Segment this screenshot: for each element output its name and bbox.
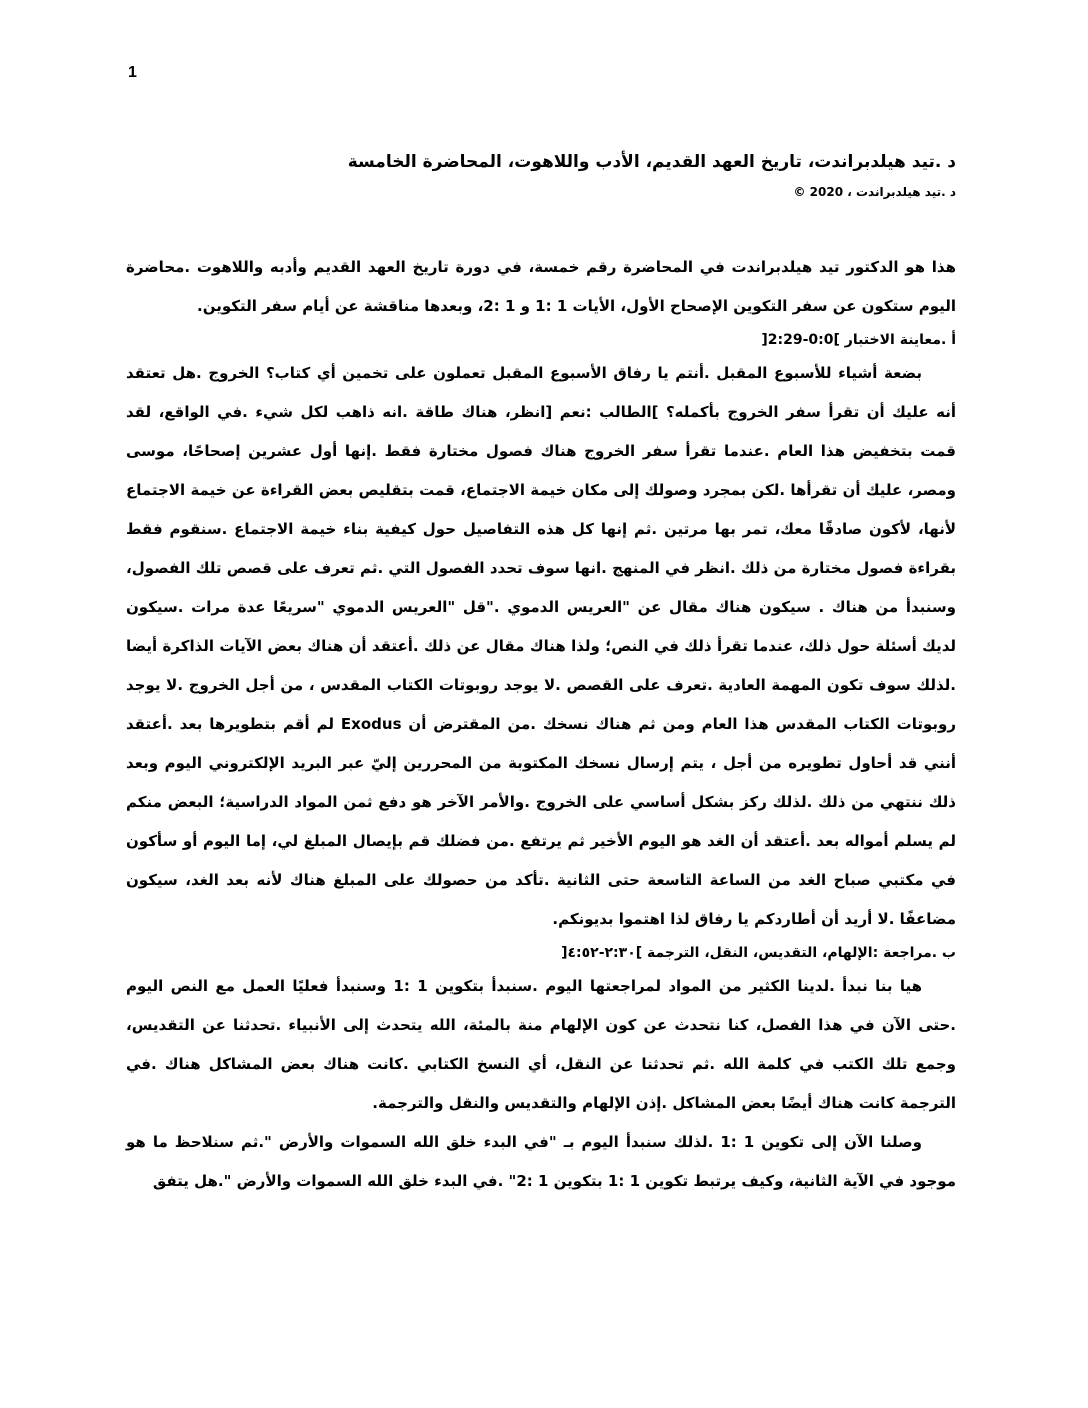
section-b-paragraph-2: وصلنا الآن إلى تكوين 1 :1 .لذلك سنبدأ اليوم بـ "في البدء خلق الله السموات والأرض ".ثم سنلاحظ ما هو موجود في الآية الثانية، وكيف يرتبط تكوين 1 :1 بتكوين 1 :2" .في البدء خلق الله السموات والأرض ".هل يتفق	[126, 1133, 956, 1190]
document-body	[126, 144, 956, 1201]
copyright-line: د .تيد هيلدبراندت ، 2020 ©	[793, 185, 956, 199]
section-heading-a: أ .معاينة الاختبار ]0:0-2:29[	[761, 332, 956, 348]
page-number: 1	[128, 64, 137, 81]
section-a-paragraph: بضعة أشياء للأسبوع المقبل .أنتم يا رفاق الأسبوع المقبل تعملون على تخمين أي كتاب؟ الخروج .هل تعتقد أنه عليك أن تقرأ سفر الخروج بأكمله؟ ]الطالب :نعم [انظر، هناك طاقة .انه ذاهب لكل شيء .في الواقع، لقد قمت بتخفيض هذا العام .عندما تقرأ سفر الخروج هناك فصول مختارة فقط .إنها أول عشرين إصحاحًا، موسى ومصر، عليك أن تقرأها .لكن بمجرد وصولك إلى مكان خيمة الاجتماع، قمت بتقليص بعض القراءة عن خيمة الاجتماع لأنها، لأكون صادقًا معك، تمر بها مرتين .ثم إنها كل هذه التفاصيل حول كيفية بناء خيمة الاجتماع .سنقوم فقط بقراءة فصول مختارة من ذلك .انظر في المنهج .انها سوف تحدد الفصول التي .ثم تعرف على قصص تلك الفصول، وسنبدأ من هناك . سيكون هناك مقال عن "العريس الدموي ."قل "العريس الدموي "سريعًا عدة مرات .سيكون لديك أسئلة حول ذلك، عندما تقرأ ذلك في النص؛ ولذا هناك مقال عن ذلك .أعتقد أن هناك بعض الآيات الذاكرة أيضا .لذلك سوف تكون المهمة العادية .تعرف على القصص .لا يوجد روبوتات الكتاب المقدس ، من أجل الخروج .لا يوجد روبوتات الكتاب المقدس هذا العام ومن ثم هناك نسخك .من المقترض أن Exodus لم أقم بتطويرها بعد .أعتقد أنني قد أحاول تطويره من أجل ، يتم إرسال نسخك المكتوبة من المحررين إليّ عبر البريد الإلكتروني اليوم وبعد ذلك ننتهي من ذلك .لذلك ركز بشكل أساسي على الخروج .والأمر الآخر هو دفع ثمن المواد الدراسية؛ البعض منكم لم يسلم أمواله بعد .أعتقد أن الغد هو اليوم الأخير ثم يرتفع .من فضلك قم بإيصال المبلغ لي، إما اليوم أو سأكون في مكتبي صباح الغد من الساعة التاسعة حتى الثانية .تأكد من حصولك على المبلغ هناك لأنه بعد الغد، سيكون مضاعفًا .لا أريد أن أطاردكم يا رفاق لذا اهتموا بديونكم.	[126, 364, 957, 928]
section-heading-b: ب .مراجعة :الإلهام، التقديس، النقل، الترجمة ]٢:٣٠-٤:٥٢[	[561, 945, 956, 961]
document-title: د .تيد هيلدبراندت، تاريخ العهد القديم، الأدب واللاهوت، المحاضرة الخامسة	[347, 152, 956, 172]
intro-paragraph: هذا هو الدكتور تيد هيلدبراندت في المحاضرة رقم خمسة، في دورة تاريخ العهد القديم وأدبه واللاهوت .محاضرة اليوم ستكون عن سفر التكوين الإصحاح الأول، الأيات 1 :1 و 1 :2، وبعدها مناقشة عن أيام سفر التكوين.	[126, 258, 956, 315]
section-b-paragraph-1: هيا بنا نبدأ .لدينا الكثير من المواد لمراجعتها اليوم .سنبدأ بتكوين 1 :1 وسنبدأ فعليًا العمل مع النص اليوم .حتى الآن في هذا الفصل، كنا نتحدث عن كون الإلهام منة بالمئة، الله يتحدث إلى الأنبياء .تحدثنا عن التقديس، وجمع تلك الكتب في كلمة الله .ثم تحدثنا عن النقل، أي النسخ الكتابي .كانت هناك بعض المشاكل هناك .في الترجمة كانت هناك أيضًا بعض المشاكل .إذن الإلهام والتقديس والنقل والترجمة.	[126, 977, 956, 1112]
